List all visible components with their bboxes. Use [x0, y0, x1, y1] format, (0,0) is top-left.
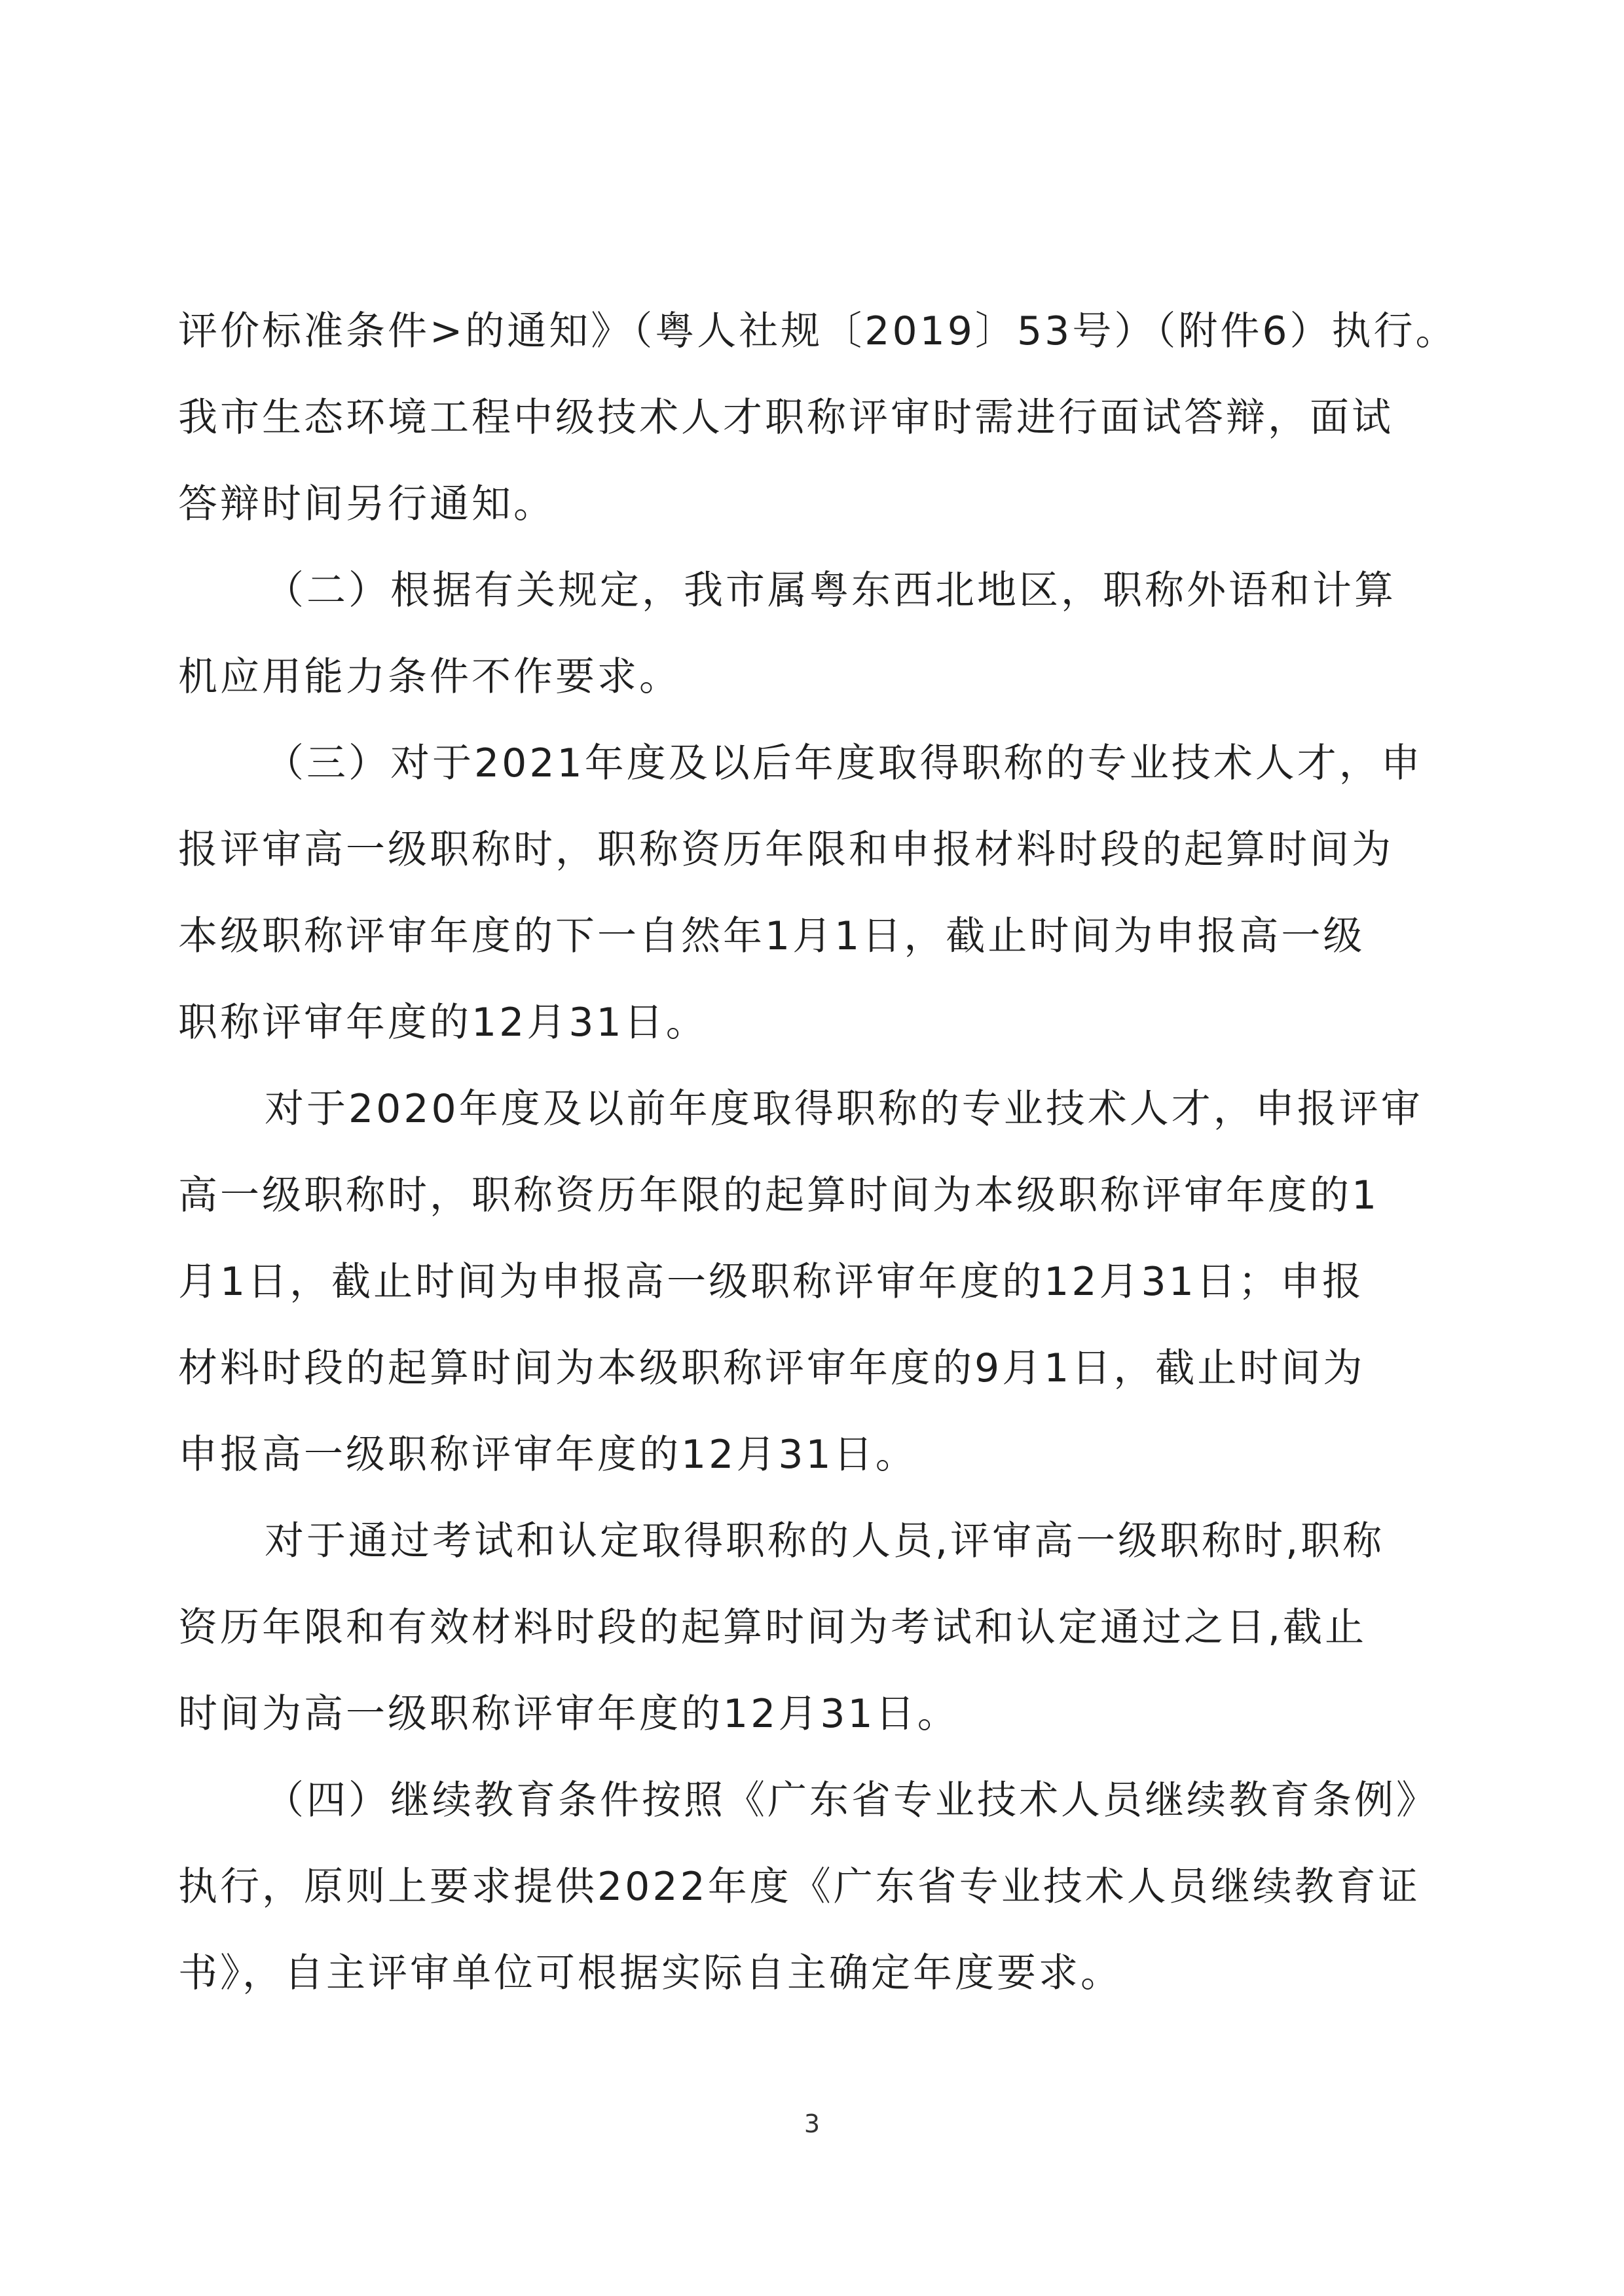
- paragraph-p6: [178, 1757, 1446, 2016]
- paragraph-line: 申报高一级职称评审年度的12月31日。: [178, 1432, 917, 1478]
- paragraph-line: 对于通过考试和认定取得职称的人员,评审高一级职称时,职称: [265, 1518, 1385, 1564]
- paragraph-line: 机应用能力条件不作要求。: [178, 654, 681, 700]
- paragraph-p5: [178, 1498, 1446, 1757]
- document-body: [178, 288, 1458, 2016]
- paragraph-line: 书》，自主评审单位可根据实际自主确定年度要求。: [178, 1950, 1122, 1996]
- paragraph-line: 职称评审年度的12月31日。: [178, 1000, 708, 1046]
- paragraph-line: （二）根据有关规定，我市属粤东西北地区，职称外语和计算: [265, 568, 1396, 613]
- paragraph-line: 本级职称评审年度的下一自然年1月1日，截止时间为申报高一级: [178, 913, 1365, 959]
- paragraph-line: 时间为高一级职称评审年度的12月31日。: [178, 1691, 959, 1737]
- paragraph-line: 高一级职称时，职称资历年限的起算时间为本级职称评审年度的1: [178, 1173, 1380, 1218]
- paragraph-line: 评价标准条件>的通知》（粤人社规〔2019〕53号）（附件6）执行。: [178, 308, 1458, 354]
- paragraph-line: 材料时段的起算时间为本级职称评审年度的9月1日，截止时间为: [178, 1345, 1365, 1391]
- paragraph-line: （四）继续教育条件按照《广东省专业技术人员继续教育条例》: [265, 1777, 1438, 1823]
- paragraph-line: 执行，原则上要求提供2022年度《广东省专业技术人员继续教育证: [178, 1864, 1420, 1910]
- paragraph-p2: [178, 547, 1446, 720]
- paragraph-p1: [178, 288, 1458, 547]
- paragraph-p4: [178, 1066, 1446, 1498]
- page-number: 3: [803, 2109, 821, 2138]
- paragraph-line: 月1日，截止时间为申报高一级职称评审年度的12月31日；申报: [178, 1259, 1364, 1305]
- paragraph-line: 我市生态环境工程中级技术人才职称评审时需进行面试答辩，面试: [178, 395, 1393, 441]
- paragraph-line: （三）对于2021年度及以后年度取得职称的专业技术人才，申: [265, 740, 1423, 786]
- paragraph-p3: [178, 720, 1446, 1066]
- paragraph-line: 报评审高一级职称时，职称资历年限和申报材料时段的起算时间为: [178, 827, 1393, 873]
- paragraph-line: 答辩时间另行通知。: [178, 481, 555, 527]
- paragraph-line: 对于2020年度及以前年度取得职称的专业技术人才，申报评审: [265, 1086, 1423, 1132]
- paragraph-line: 资历年限和有效材料时段的起算时间为考试和认定通过之日,截止: [178, 1605, 1367, 1650]
